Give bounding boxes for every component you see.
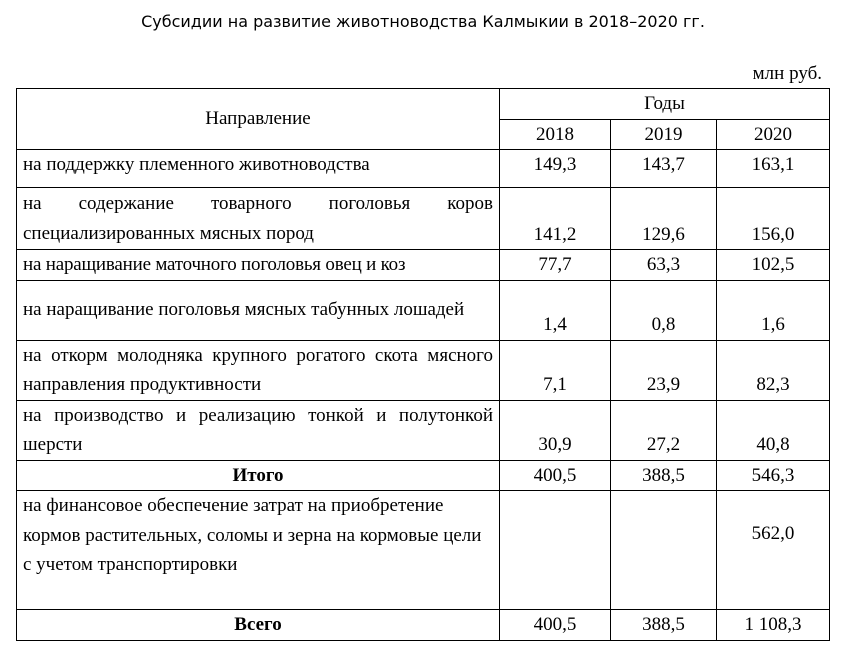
table-row — [17, 280, 830, 340]
cell-2018: 149,3 — [500, 150, 611, 188]
header-row — [17, 89, 830, 120]
cell-2019: 63,3 — [611, 250, 717, 281]
cell-2018: 77,7 — [500, 250, 611, 281]
cell-2018: 7,1 — [500, 340, 611, 400]
cell-2020: 82,3 — [717, 340, 830, 400]
cell-2019: 23,9 — [611, 340, 717, 400]
unit-label: млн руб. — [752, 63, 822, 84]
vsego-2020: 1 108,3 — [717, 610, 830, 641]
row-label: на содержание товарного поголовья коров специализированных мясных пород — [17, 188, 500, 250]
itogo-row — [17, 460, 830, 491]
header-years: Годы — [500, 89, 830, 120]
cell-2020: 40,8 — [717, 400, 830, 460]
feed-label: на финансовое обеспечение затрат на приобретение кормов растительных, соломы и зерна на кормовые цели с учетом транспортировки — [17, 491, 500, 610]
cell-2019: 129,6 — [611, 188, 717, 250]
row-label: на наращивание поголовья мясных табунных лошадей — [17, 280, 500, 340]
itogo-2019: 388,5 — [611, 460, 717, 491]
vsego-2019: 388,5 — [611, 610, 717, 641]
feed-2020: 562,0 — [717, 491, 830, 610]
cell-2020: 1,6 — [717, 280, 830, 340]
header-year-2018: 2018 — [500, 119, 611, 150]
table-title: Субсидии на развитие животноводства Калмыкии в 2018–2020 гг. — [141, 12, 705, 31]
row-label: на откорм молодняка крупного рогатого скота мясного направления продуктивности — [17, 340, 500, 400]
cell-2019: 143,7 — [611, 150, 717, 188]
header-direction: Направление — [17, 89, 500, 150]
cell-2019: 27,2 — [611, 400, 717, 460]
subsidies-table — [16, 88, 830, 641]
table-row — [17, 150, 830, 188]
row-label: на производство и реализацию тонкой и полутонкой шерсти — [17, 400, 500, 460]
table-row — [17, 340, 830, 400]
cell-2020: 163,1 — [717, 150, 830, 188]
table-row — [17, 400, 830, 460]
table-row — [17, 188, 830, 250]
header-year-2019: 2019 — [611, 119, 717, 150]
row-label: на поддержку племенного животноводства — [17, 150, 500, 188]
header-year-2020: 2020 — [717, 119, 830, 150]
cell-2018: 30,9 — [500, 400, 611, 460]
cell-2020: 156,0 — [717, 188, 830, 250]
cell-2019: 0,8 — [611, 280, 717, 340]
row-label: на наращивание маточного поголовья овец и коз — [17, 250, 500, 281]
cell-2018: 1,4 — [500, 280, 611, 340]
itogo-2018: 400,5 — [500, 460, 611, 491]
vsego-row — [17, 610, 830, 641]
vsego-label: Всего — [17, 610, 500, 641]
itogo-2020: 546,3 — [717, 460, 830, 491]
feed-row — [17, 491, 830, 610]
itogo-label: Итого — [17, 460, 500, 491]
feed-2018 — [500, 491, 611, 610]
cell-2020: 102,5 — [717, 250, 830, 281]
vsego-2018: 400,5 — [500, 610, 611, 641]
cell-2018: 141,2 — [500, 188, 611, 250]
feed-2019 — [611, 491, 717, 610]
table-row — [17, 250, 830, 281]
